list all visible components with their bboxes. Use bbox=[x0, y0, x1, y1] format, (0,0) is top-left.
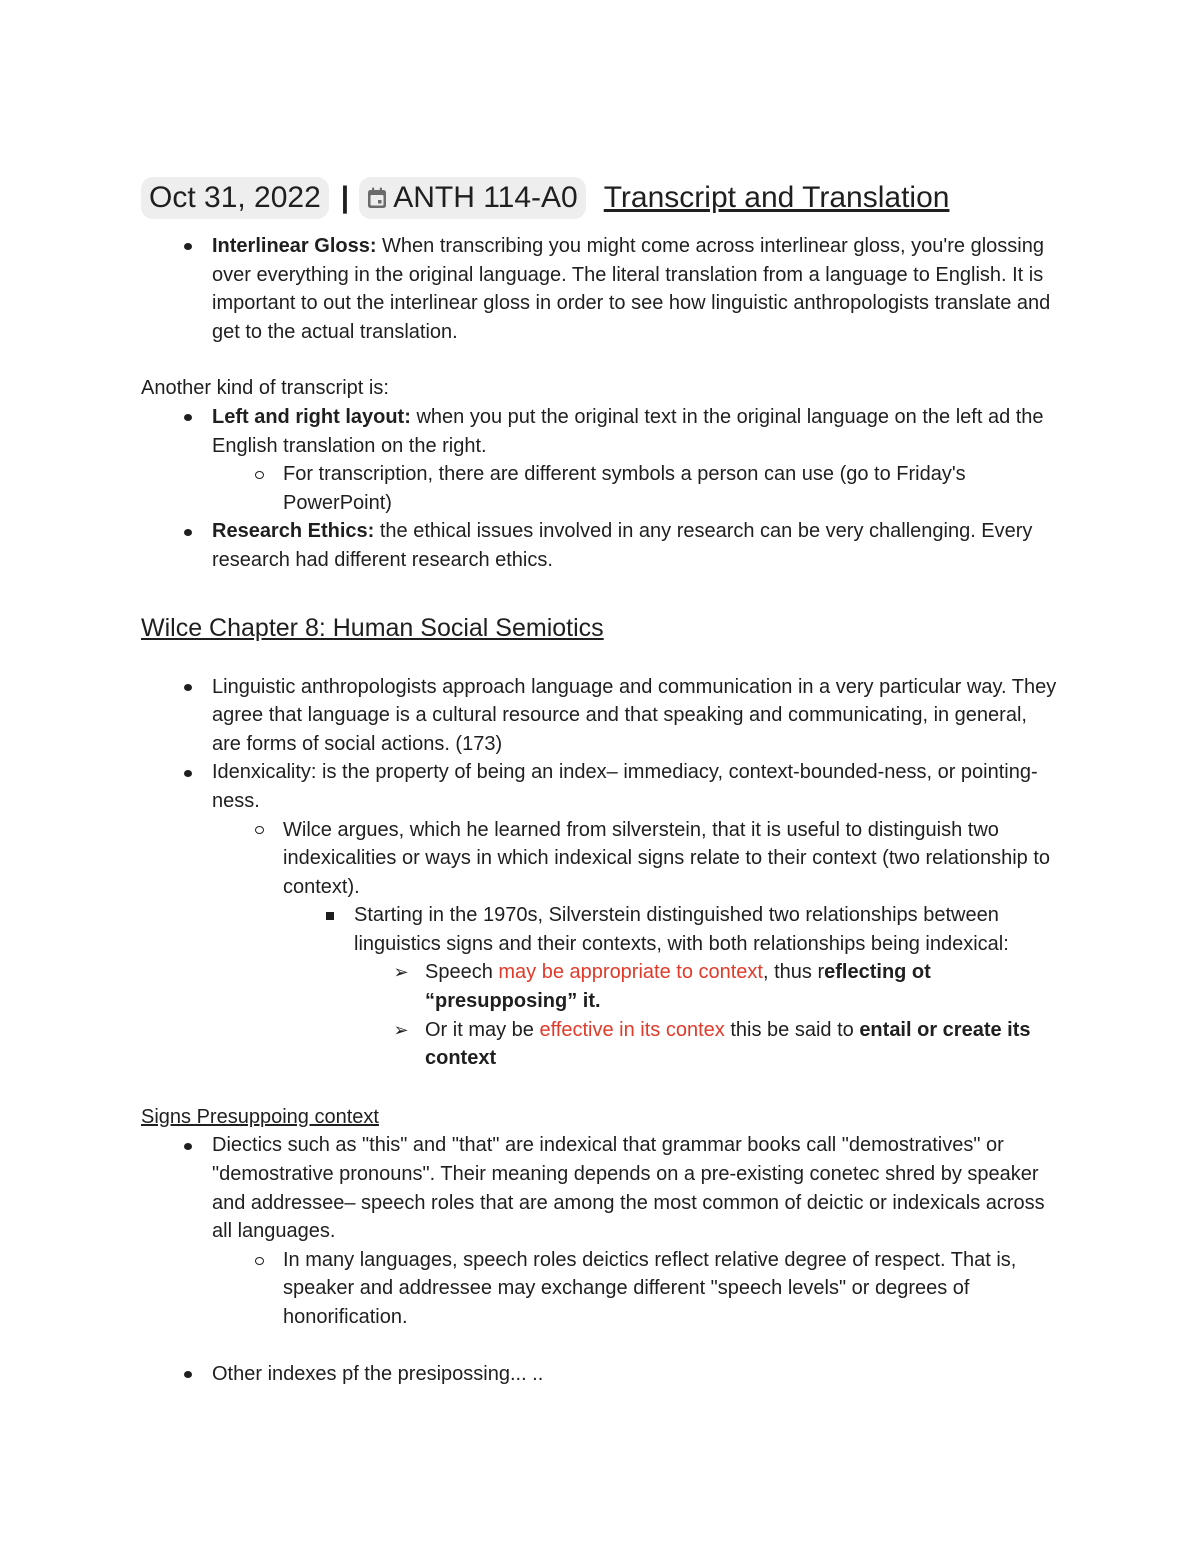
bullet-dot-icon bbox=[184, 684, 192, 691]
section1-list-2 bbox=[141, 403, 1061, 575]
list-item bbox=[283, 1246, 1061, 1332]
doc-header bbox=[141, 175, 1061, 221]
list-item bbox=[212, 232, 1061, 346]
item-text: For transcription, there are different symbols a person can use (go to Friday's PowerPoint) bbox=[283, 463, 966, 514]
list-item bbox=[212, 758, 1061, 1073]
document-page bbox=[141, 175, 1061, 1388]
term-label: Interlinear Gloss: bbox=[212, 235, 377, 257]
bullet-dot-icon bbox=[184, 529, 192, 536]
date-chip-label: Oct 31, 2022 bbox=[149, 181, 321, 214]
bullet-circle-icon bbox=[255, 471, 264, 479]
item-text: Other indexes pf the presipossing... .. bbox=[212, 1362, 544, 1385]
bullet-circle-icon bbox=[255, 1257, 264, 1265]
term-label: Research Ethics: bbox=[212, 520, 375, 543]
item-text: Wilce argues, which he learned from silverstein, that it is useful to distinguish two indexicalities or ways in which indexical signs relate to their context (two relationship to context). bbox=[283, 818, 1051, 898]
section-heading: Wilce Chapter 8: Human Social Semiotics bbox=[141, 613, 604, 642]
item-text: Speech bbox=[425, 961, 499, 984]
term-label: Left and right layout: bbox=[212, 405, 411, 428]
section3-list-2 bbox=[141, 1360, 1061, 1389]
list-item bbox=[393, 1016, 1061, 1073]
emphasis-text: eflecting ot “presupposing” it. bbox=[425, 961, 931, 1013]
item-text: When transcribing you might come across interlinear gloss, you're glossing over everything in the original language. The literal translation from a language to English. It is important to out the interlinear gloss in order to see how linguistic anthropologists translate and get to the actual translation. bbox=[212, 235, 1051, 343]
subsection-heading: Signs Presuppoing context bbox=[141, 1105, 379, 1128]
section3-list bbox=[141, 1131, 1061, 1331]
list-item bbox=[212, 1360, 1061, 1389]
list-item bbox=[283, 460, 1061, 517]
date-chip[interactable] bbox=[141, 177, 329, 219]
arrow-bullet-icon: ➢ bbox=[393, 1019, 409, 1040]
highlight-text: may be appropriate to context bbox=[498, 961, 763, 984]
item-text: Linguistic anthropologists approach language and communication in a very particular way. They agree that language is a cultural resource and that speaking and communicating, in general, are forms of social actions. (173) bbox=[212, 675, 1057, 755]
bullet-circle-icon bbox=[255, 826, 264, 834]
list-item bbox=[354, 901, 1061, 1073]
item-text: Idenxicality: is the property of being an index– immediacy, context-bounded-ness, or pointing-ness. bbox=[212, 761, 1038, 812]
arrow-bullet-icon: ➢ bbox=[393, 962, 409, 983]
header-separator: | bbox=[340, 181, 350, 214]
item-text: when you put the original text in the original language on the left ad the English translation on the right. bbox=[212, 405, 1044, 457]
item-text: In many languages, speech roles deictics reflect relative degree of respect. That is, speaker and addressee may exchange different "speech levels" or degrees of honorification. bbox=[283, 1248, 1017, 1328]
item-text: the ethical issues involved in any research can be very challenging. Every research had different research ethics. bbox=[212, 520, 1033, 571]
calendar-icon bbox=[367, 187, 387, 209]
bullet-dot-icon bbox=[184, 1371, 192, 1378]
item-text: Starting in the 1970s, Silverstein distinguished two relationships between linguistics signs and their contexts, with both relationships being indexical: bbox=[354, 904, 1009, 955]
bullet-dot-icon bbox=[184, 414, 192, 421]
list-item bbox=[212, 403, 1061, 517]
doc-title-link[interactable]: Transcript and Translation bbox=[603, 181, 950, 214]
emphasis-text: entail or create its context bbox=[425, 1018, 1031, 1070]
section1-list bbox=[141, 232, 1061, 346]
list-item bbox=[393, 958, 1061, 1015]
list-item bbox=[212, 673, 1061, 759]
bullet-square-icon bbox=[326, 912, 334, 920]
item-text: , thus r bbox=[763, 961, 825, 984]
bullet-dot-icon bbox=[184, 770, 192, 777]
item-text: this be said to bbox=[724, 1018, 860, 1041]
event-chip-label: ANTH 114-A0 bbox=[393, 181, 578, 214]
item-text: Or it may be bbox=[425, 1018, 540, 1041]
bullet-dot-icon bbox=[184, 243, 192, 250]
paragraph-intro: Another kind of transcript is: bbox=[141, 377, 389, 400]
list-item bbox=[212, 517, 1061, 574]
item-text: Diectics such as "this" and "that" are indexical that grammar books call "demostratives" or "demostrative pronouns". Their meaning depends on a pre-existing conetec shred by speaker and addressee– speech roles that are among the most common of deictic or indexicals across all languages. bbox=[212, 1134, 1045, 1243]
highlight-text: effective in its contex bbox=[539, 1018, 725, 1041]
bullet-dot-icon bbox=[184, 1143, 192, 1150]
event-chip[interactable] bbox=[359, 177, 586, 219]
list-item bbox=[283, 816, 1061, 1073]
list-item bbox=[212, 1131, 1061, 1331]
section2-list bbox=[141, 673, 1061, 1073]
